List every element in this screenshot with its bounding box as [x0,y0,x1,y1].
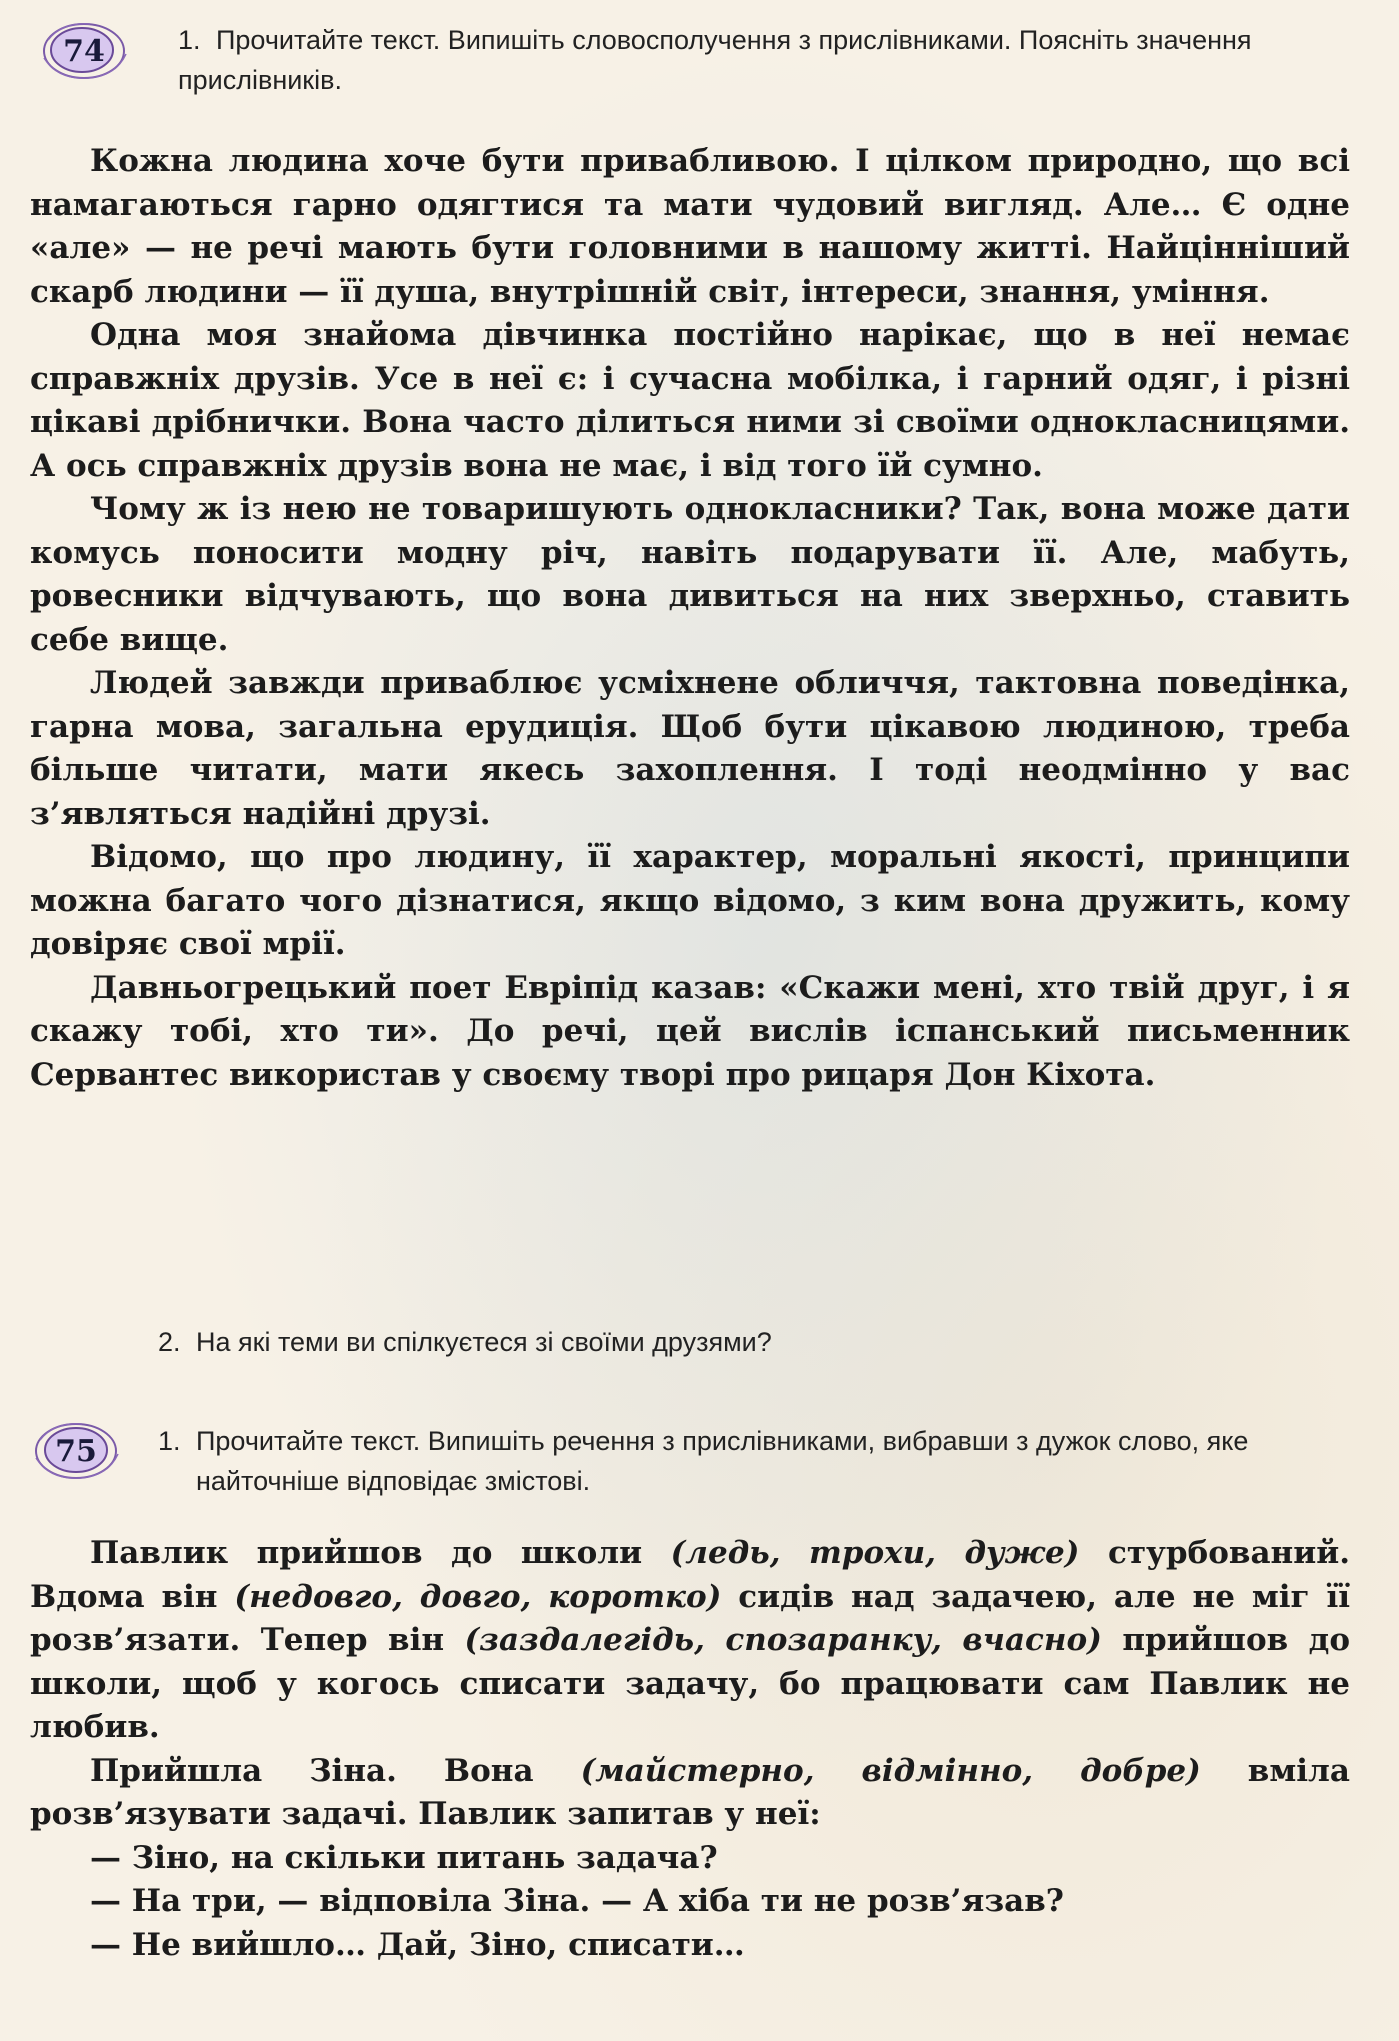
dialog-line: — На три, — відповіла Зіна. — А хіба ти не розв’язав? [90,1883,1064,1919]
paragraph: Прийшла Зіна. Вона (майстерно, відмінно, добре) вміла розв’язувати задачі. Павлик запитав у неї: [30,1752,1350,1832]
task-text: Прочитайте текст. Випишіть словосполучення з прислівниками. Поясніть значення прислівників. [178,25,1252,95]
paragraph: Одна моя знайома дівчинка постійно нарікає, що в неї немає справжніх друзів. Усе в неї є: і сучасна мобілка, і гарний одяг, і різні цікаві дрібнички. Вона часто ділиться ними зі своїми однокласницями. А ось справжніх друзів вона не має, і від того їй сумно. [30,317,1350,484]
task-text: Прочитайте текст. Випишіть речення з прислівниками, вибравши з дужок слово, яке найточніше відповідає змістові. [196,1426,1249,1496]
word-choice: (ледь, трохи, дуже) [670,1535,1080,1571]
paragraph: Давньогрецький поет Евріпід казав: «Скажи мені, хто твій друг, і я скажу тобі, хто ти». До речі, цей вислів іспанський письменник Сервантес використав у своєму творі про рицаря Дон Кіхота. [30,969,1350,1093]
paragraph: Людей завжди приваблює усміхнене обличчя, тактовна поведінка, гарна мова, загальна ерудиція. Щоб бути цікавою людиною, треба більше читати, мати якесь захоплення. І тоді неодмінно у вас з’являться надійні друзі. [30,665,1350,832]
word-choice: (майстерно, відмінно, добре) [580,1752,1201,1789]
paragraph: Чому ж із нею не товаришують однокласники? Так, вона може дати комусь поносити модну річ, навіть подарувати її. Але, мабуть, ровесники відчувають, що вона дивиться на них зверхньо, ставить себе вище. [30,491,1350,658]
exercise-74-text [30,140,1350,1097]
word-choice: (недовго, довго, коротко) [234,1578,722,1615]
dialog-line: — Не вийшло… Дай, Зіно, списати… [90,1926,745,1963]
task-number: 2. [158,1327,181,1357]
paragraph: Кожна людина хоче бути привабливою. І цілком природно, що всі намагаються гарно одягтися та мати чудовий вигляд. Але… Є одне «але» — не речі мають бути головними в нашому житті. Найцінніший скарб людини — її душа, внутрішній світ, інтереси, знання, уміння. [30,143,1350,310]
task-number: 1. [178,25,201,55]
exercise-74-badge [38,18,130,84]
task-number: 1. [158,1426,181,1456]
paragraph: Павлик прийшов до школи (ледь, трохи, дуже) стурбований. Вдома він (недовго, довго, коротко) сидів над задачею, але не міг її розв’язати. Тепер він (заздалегідь, спозаранку, вчасно) прийшов до школи, щоб у когось списати задачу, бо працювати сам Павлик не любив. [30,1535,1351,1745]
exercise-75-badge [30,1418,122,1484]
exercise-number: 74 [63,33,105,69]
task-text: На які теми ви спілкуєтеся зі своїми друзями? [196,1327,772,1357]
dialog-line: — Зіно, на скільки питань задача? [90,1839,718,1876]
exercise-75-task-1 [158,1421,1348,1501]
exercise-75-text [30,1532,1350,1967]
exercise-74-task-1 [178,20,1358,100]
word-choice: (заздалегідь, спозаранку, вчасно) [464,1622,1102,1658]
exercise-74-task-2 [158,1322,1308,1362]
paragraph: Відомо, що про людину, її характер, моральні якості, принципи можна багато чого дізнатися, якщо відомо, з ким вона дружить, кому довіряє свої мрії. [30,839,1350,962]
exercise-number: 75 [55,1433,97,1469]
